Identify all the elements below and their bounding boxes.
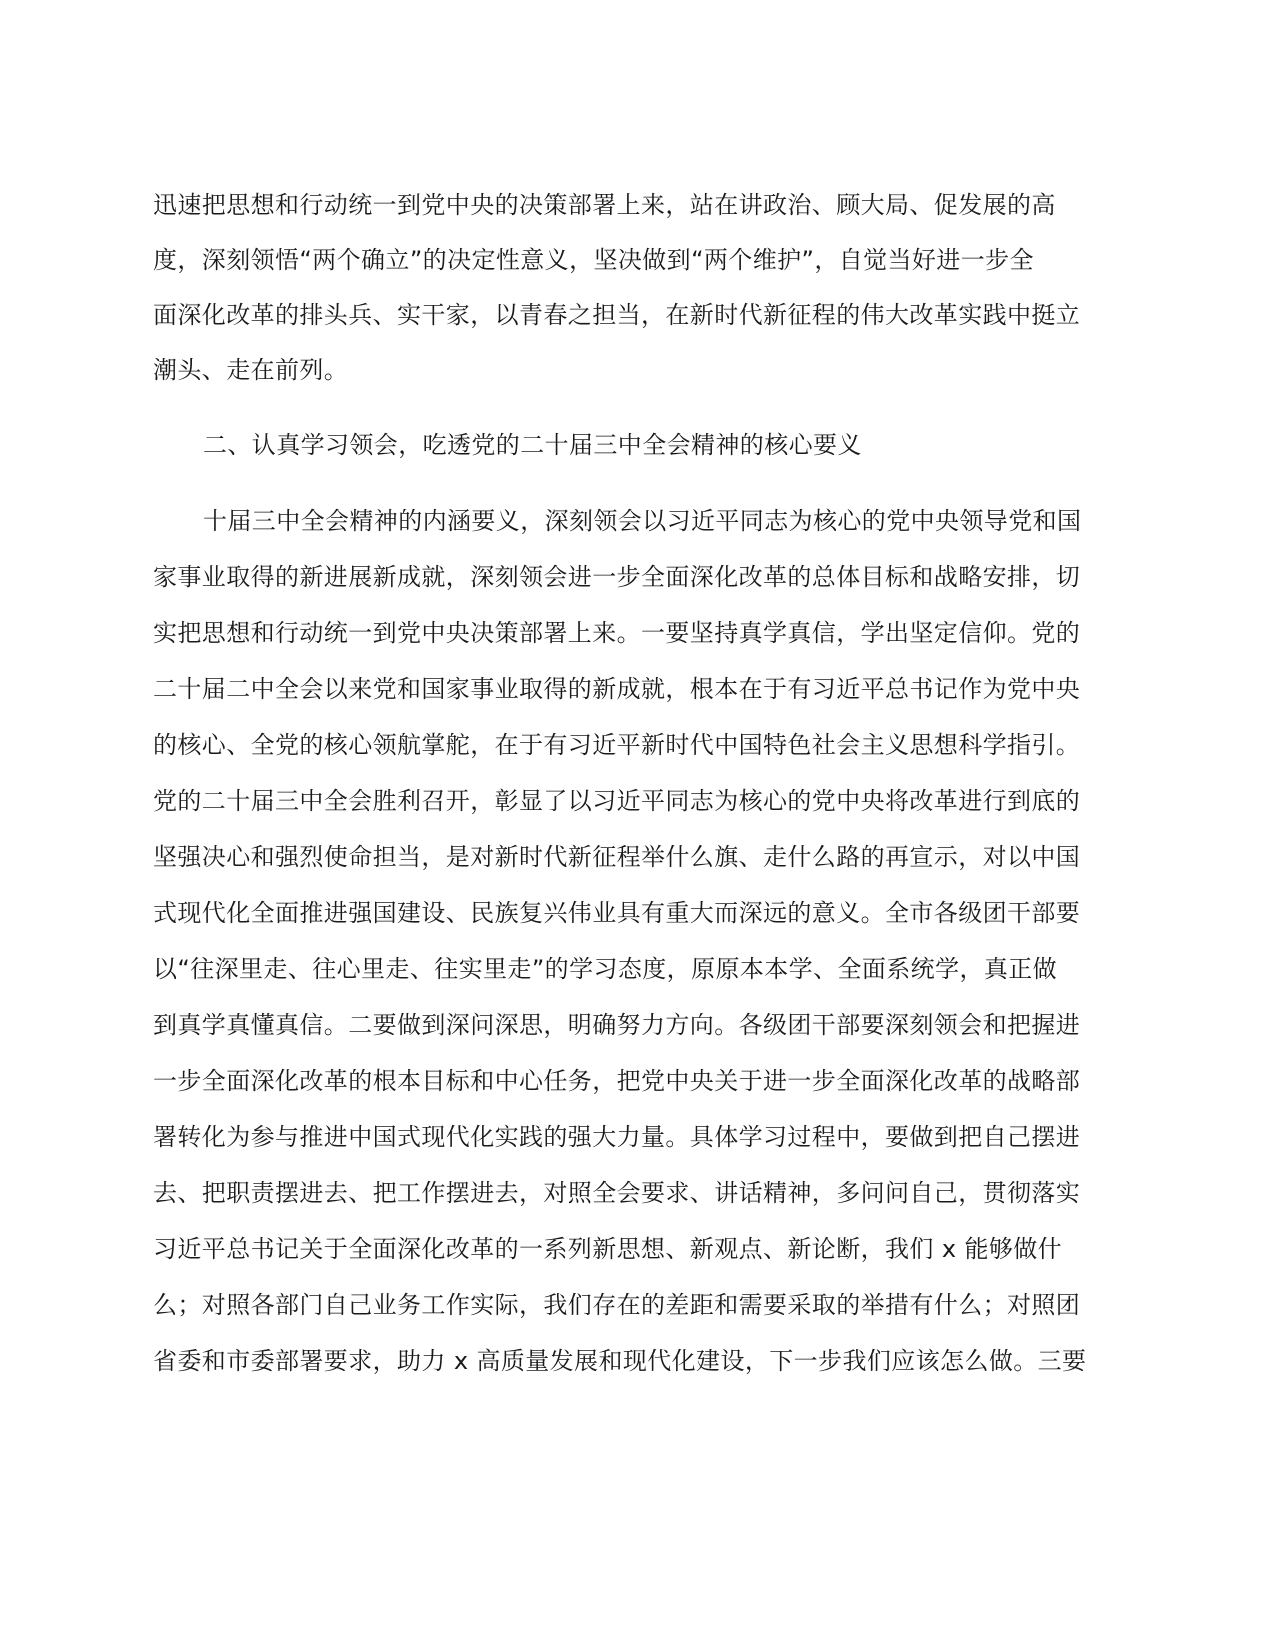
paragraph-2-line-16: 省委和市委部署要求，助力 x 高质量发展和现代化建设，下一步我们应该怎么做。三要 [153, 1347, 1087, 1375]
paragraph-2-line-14: 习近平总书记关于全面深化改革的一系列新思想、新观点、新论断，我们 x 能够做什 [153, 1235, 1063, 1263]
paragraph-2-line-7: 坚强决心和强烈使命担当，是对新时代新征程举什么旗、走什么路的再宣示，对以中国 [153, 843, 1081, 871]
paragraph-2-line-1: 十届三中全会精神的内涵要义，深刻领会以习近平同志为核心的党中央领导党和国 [203, 507, 1082, 535]
paragraph-1-line-4: 潮头、走在前列。 [153, 356, 349, 384]
paragraph-2-line-3: 实把思想和行动统一到党中央决策部署上来。一要坚持真学真信，学出坚定信仰。党的 [153, 619, 1081, 647]
paragraph-2-line-5: 的核心、全党的核心领航掌舵，在于有习近平新时代中国特色社会主义思想科学指引。 [153, 731, 1081, 759]
paragraph-1-line-3: 面深化改革的排头兵、实干家，以青春之担当，在新时代新征程的伟大改革实践中挺立 [153, 301, 1081, 329]
paragraph-2-line-11: 一步全面深化改革的根本目标和中心任务，把党中央关于进一步全面深化改革的战略部 [153, 1067, 1081, 1095]
paragraph-2-line-6: 党的二十届三中全会胜利召开，彰显了以习近平同志为核心的党中央将改革进行到底的 [153, 787, 1081, 815]
paragraph-1-line-2: 度，深刻领悟“两个确立”的决定性意义，坚决做到“两个维护”，自觉当好进一步全 [153, 246, 1034, 274]
paragraph-1-line-1: 迅速把思想和行动统一到党中央的决策部署上来，站在讲政治、顾大局、促发展的高 [153, 191, 1056, 219]
section-heading-2: 二、认真学习领会，吃透党的二十届三中全会精神的核心要义 [203, 431, 862, 459]
paragraph-2-line-8: 式现代化全面推进强国建设、民族复兴伟业具有重大而深远的意义。全市各级团干部要 [153, 899, 1081, 927]
paragraph-2-line-2: 家事业取得的新进展新成就，深刻领会进一步全面深化改革的总体目标和战略安排，切 [153, 563, 1081, 591]
paragraph-2-line-12: 署转化为参与推进中国式现代化实践的强大力量。具体学习过程中，要做到把自己摆进 [153, 1123, 1081, 1151]
paragraph-2-line-10: 到真学真懂真信。二要做到深问深思，明确努力方向。各级团干部要深刻领会和把握进 [153, 1011, 1081, 1039]
paragraph-2-line-4: 二十届二中全会以来党和国家事业取得的新成就，根本在于有习近平总书记作为党中央 [153, 675, 1081, 703]
paragraph-2-line-15: 么；对照各部门自己业务工作实际，我们存在的差距和需要采取的举措有什么；对照团 [153, 1291, 1081, 1319]
paragraph-2-line-9: 以“往深里走、往心里走、往实里走”的学习态度，原原本本学、全面系统学，真正做 [153, 955, 1058, 983]
paragraph-2-line-13: 去、把职责摆进去、把工作摆进去，对照全会要求、讲话精神，多问问自己，贯彻落实 [153, 1179, 1081, 1207]
